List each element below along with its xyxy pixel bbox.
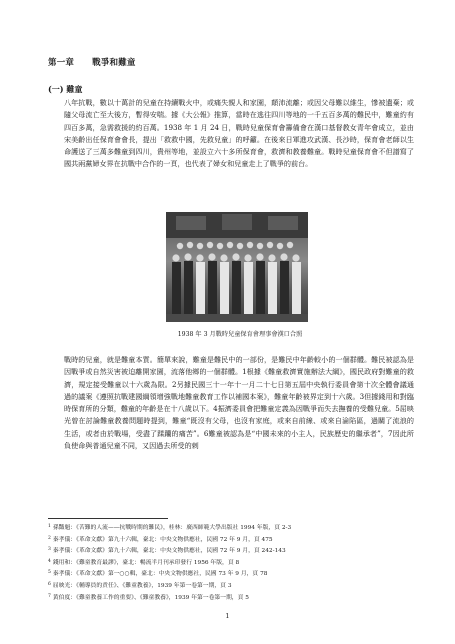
footnote: $^1$ 孫豔魁：《苦難的人流——抗戰時期的難民》，桂林：廣西師範大學出版社 1994 年版，頁 2-3 [48,524,292,531]
footnote: $^3$ 秦孝儀：《革命文獻》第九十六輯，臺北：中央文物供應社，民國 72 年 9 月，頁 242-143 [48,547,286,555]
photo-caption: 1938 年 3 月戰時兒童保育會理事會漢口合照 [177,331,303,338]
footnote: $^7$ 黃伯度：《難童教養工作的重要》、《難童教養》，1939 年第一卷第一期，頁 5 [48,593,249,601]
section-heading: (一) 難童 [48,84,83,94]
body-paragraph-1: 八年抗戰，數以十萬計的兒童在持續戰火中，或痛失親人和家園，顛沛流離；或因父母難以維生，慘被遺棄；或隨父母流亡至大後方，暫得安喘。據《大公報》推算，當時在逃往四川等地的一千五百多萬的難民中，難童約有四百多萬，急需救援的約百萬。1938 年 1 月 24 日，戰時兒童保育會籌備會在漢口基督教女青年會成立，並由宋美齡出任保育會會長，提出「救救中國，先救兒童」的呼籲。在後來日軍進攻武漢、長沙時，保育會老師以生命護送了三萬多難童到四川，貴州等地，並設立六十多所保育會，救濟和教養難童。戰時兒童保育會不但譜寫了國共兩黨婦女界在抗戰中合作的一頁，也代表了婦女和兒童走上了戰爭的前台。 [64,98,414,169]
chapter-heading [48,56,136,68]
page-number: 1 [225,612,230,620]
footnote: $^5$ 秦孝儀：《革命文獻》第一○○輯，臺北：中央文物供應社，民國 73 年 9 月，頁 78 [48,570,268,578]
chapter-number: 第一章 [48,58,75,68]
footnote: $^6$ 屈映光：《輔導員的責任》、《難童教養》，1939 年第一卷第一期，頁 3 [48,581,232,589]
group-photo [166,212,308,322]
footnotes [48,522,418,603]
footnote-divider [48,518,168,519]
body-paragraph-2: 戰時的兒童，就是難童本質。簡單來說，難童是難民中的一部份，是難民中年齡較小的一個群體。難民被認為是因戰爭或自然災害被迫離開家園，流落他鄉的一個群體。1根據《難童救濟實施辦法大綱》，國民政府對難童的救濟，規定接受難童以十六歲為限。2另據民國三十一年十一月二十七日第五屆中央執行委員會第十次全體會議通過的議案《遵照抗戰建國綱領增強戰地難童教育工作以補國本案》，難童年齡被界定到十六歲。3但據錢用和對臨時保育所的分類，難童的年齡是在十八歲以下。4振濟委員會把難童定義為因戰爭而失去撫養的受難兒童。5屈映光曾在討論難童教養問題時提到，難童“既沒有父母，也沒有家庭，或來自前線、或來自淪陷區，過關了流浪的生活，或者由於戰場，受盡了蹂躪的痛苦”。6難童被認為是“中國未來的小主人，民族歷史的繼承者”，7因此所負使命與普通兒童不同，又因過去所受的刺 [64,355,414,451]
group-photo-figures [166,212,308,322]
chapter-title: 戰爭和難童 [92,58,136,68]
footnote: $^2$ 秦孝儀：《革命文獻》第九十六輯，臺北：中央文物供應社，民國 72 年 9 月，頁 475 [48,535,273,543]
footnote: $^4$ 錢用和：《難童教育最謬》，臺北：暢流半月刊承印發行 1956 年版，頁 8 [48,558,240,566]
